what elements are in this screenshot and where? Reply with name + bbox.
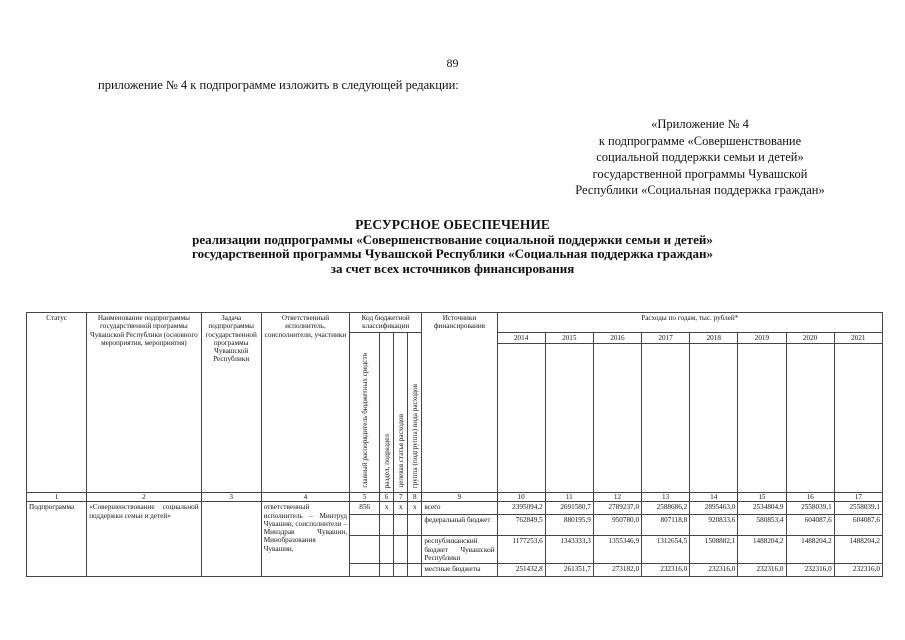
header-code-target bbox=[394, 333, 408, 493]
heading-line: государственной программы Чувашской Республики «Социальная поддержка граждан» bbox=[192, 246, 713, 261]
value-cell: 1177253,6 bbox=[497, 536, 545, 564]
code-cell bbox=[350, 536, 380, 564]
header-year: 2020 bbox=[786, 333, 834, 344]
value-cell: 1488204,2 bbox=[786, 536, 834, 564]
year-spacer bbox=[497, 344, 545, 493]
col-number: 5 bbox=[350, 493, 380, 502]
code-cell bbox=[408, 536, 422, 564]
value-cell: 880195,9 bbox=[545, 515, 593, 536]
col-number: 9 bbox=[422, 493, 497, 502]
col-number: 6 bbox=[380, 493, 394, 502]
value-cell: 273182,0 bbox=[593, 564, 641, 577]
year-spacer bbox=[738, 344, 786, 493]
code-cell bbox=[394, 515, 408, 536]
col-number: 8 bbox=[408, 493, 422, 502]
header-code-grbs-text: главный распорядитель бюджетных средств bbox=[360, 353, 369, 488]
col-number: 14 bbox=[690, 493, 738, 502]
value-cell: 950780,0 bbox=[593, 515, 641, 536]
annex-line: «Приложение № 4 bbox=[651, 117, 749, 131]
col-number: 7 bbox=[394, 493, 408, 502]
value-cell: 2895463,0 bbox=[690, 502, 738, 515]
code-cell bbox=[394, 564, 408, 577]
document-heading bbox=[0, 218, 905, 276]
value-cell: 232316,0 bbox=[834, 564, 882, 577]
row-status: Подпрограмма bbox=[27, 502, 87, 577]
value-cell: 1488204,2 bbox=[834, 536, 882, 564]
source-name: местные бюджеты bbox=[422, 564, 497, 577]
value-cell: 232316,0 bbox=[786, 564, 834, 577]
source-name: всего bbox=[422, 502, 497, 515]
value-cell: 2691580,7 bbox=[545, 502, 593, 515]
resource-table bbox=[26, 312, 883, 577]
year-spacer bbox=[642, 344, 690, 493]
code-cell bbox=[380, 536, 394, 564]
value-cell: 1508882,1 bbox=[690, 536, 738, 564]
row-group: x bbox=[408, 502, 422, 515]
header-year: 2019 bbox=[738, 333, 786, 344]
source-name: федеральный бюджет bbox=[422, 515, 497, 536]
code-cell bbox=[408, 515, 422, 536]
header-task: Задача подпрограммы государственной программы Чувашской Республики bbox=[201, 313, 261, 493]
header-year: 2014 bbox=[497, 333, 545, 344]
year-spacer bbox=[786, 344, 834, 493]
code-cell bbox=[350, 564, 380, 577]
heading-title: РЕСУРСНОЕ ОБЕСПЕЧЕНИЕ bbox=[355, 217, 550, 232]
heading-line: реализации подпрограммы «Совершенствование социальной поддержки семьи и детей» bbox=[192, 231, 713, 247]
value-cell: 580853,4 bbox=[738, 515, 786, 536]
source-name: республиканский бюджет Чувашской Республики bbox=[422, 536, 497, 564]
header-expenses: Расходы по годам, тыс. рублей* bbox=[497, 313, 882, 333]
value-cell: 232316,0 bbox=[738, 564, 786, 577]
annex-line: Республики «Социальная поддержка граждан» bbox=[575, 183, 825, 197]
row-executor: ответственный исполнитель – Минтруд Чувашии, соисполнители – Минздрав Чувашии, Минобразования Чувашии, bbox=[261, 502, 349, 577]
value-cell: 261351,7 bbox=[545, 564, 593, 577]
value-cell: 2395094,2 bbox=[497, 502, 545, 515]
year-spacer bbox=[545, 344, 593, 493]
value-cell: 1312654,5 bbox=[642, 536, 690, 564]
intro-text: приложение № 4 к подпрограмме изложить в следующей редакции: bbox=[98, 78, 459, 92]
code-cell bbox=[394, 536, 408, 564]
col-number: 1 bbox=[27, 493, 87, 502]
annex-line: к подпрограмме «Совершенствование bbox=[598, 133, 802, 148]
header-name: Наименование подпрограммы государственной программы Чувашской Республики (основного мероприятия, мероприятия) bbox=[87, 313, 201, 493]
header-code-group-text: группа (подгруппа) вида расходов bbox=[410, 383, 419, 488]
year-spacer bbox=[593, 344, 641, 493]
value-cell: 2789237,0 bbox=[593, 502, 641, 515]
header-year: 2018 bbox=[690, 333, 738, 344]
code-cell bbox=[408, 564, 422, 577]
header-status: Статус bbox=[27, 313, 87, 493]
value-cell: 1355346,9 bbox=[593, 536, 641, 564]
col-number: 11 bbox=[545, 493, 593, 502]
row-section: x bbox=[380, 502, 394, 515]
code-cell bbox=[380, 515, 394, 536]
page-number: 89 bbox=[446, 56, 459, 70]
value-cell: 2588686,2 bbox=[642, 502, 690, 515]
value-cell: 1488204,2 bbox=[738, 536, 786, 564]
row-task bbox=[201, 502, 261, 577]
header-year: 2017 bbox=[642, 333, 690, 344]
col-number: 13 bbox=[642, 493, 690, 502]
header-year: 2015 bbox=[545, 333, 593, 344]
header-code-group bbox=[408, 333, 422, 493]
header-year: 2016 bbox=[593, 333, 641, 344]
header-code-section bbox=[380, 333, 394, 493]
col-number: 4 bbox=[261, 493, 349, 502]
annex-line: государственной программы Чувашской bbox=[592, 166, 808, 181]
value-cell: 251432,8 bbox=[497, 564, 545, 577]
row-grbs: 856 bbox=[350, 502, 380, 515]
annex-caption bbox=[540, 116, 860, 199]
col-number: 16 bbox=[786, 493, 834, 502]
value-cell: 920833,6 bbox=[690, 515, 738, 536]
heading-line: за счет всех источников финансирования bbox=[330, 260, 575, 276]
value-cell: 2558039,1 bbox=[786, 502, 834, 515]
code-cell bbox=[350, 515, 380, 536]
header-code-section-text: раздел, подраздел bbox=[382, 433, 391, 488]
annex-line: социальной поддержки семьи и детей» bbox=[596, 150, 804, 164]
col-number: 17 bbox=[834, 493, 882, 502]
value-cell: 1343333,3 bbox=[545, 536, 593, 564]
col-number: 2 bbox=[87, 493, 201, 502]
col-number: 3 bbox=[201, 493, 261, 502]
year-spacer bbox=[834, 344, 882, 493]
value-cell: 807118,8 bbox=[642, 515, 690, 536]
col-number: 10 bbox=[497, 493, 545, 502]
row-name: «Совершенствование социальной поддержки семьи и детей» bbox=[87, 502, 201, 577]
value-cell: 232316,0 bbox=[690, 564, 738, 577]
value-cell: 232316,0 bbox=[642, 564, 690, 577]
code-cell bbox=[380, 564, 394, 577]
value-cell: 604087,6 bbox=[834, 515, 882, 536]
header-sources: Источники финансирования bbox=[422, 313, 497, 493]
value-cell: 2558039,1 bbox=[834, 502, 882, 515]
row-target: x bbox=[394, 502, 408, 515]
value-cell: 2534804,9 bbox=[738, 502, 786, 515]
value-cell: 604087,6 bbox=[786, 515, 834, 536]
year-spacer bbox=[690, 344, 738, 493]
header-year: 2021 bbox=[834, 333, 882, 344]
col-number: 12 bbox=[593, 493, 641, 502]
header-budget-code: Код бюджетной классификации bbox=[350, 313, 422, 333]
col-number: 15 bbox=[738, 493, 786, 502]
value-cell: 762849,5 bbox=[497, 515, 545, 536]
header-code-target-text: целевая статья расходов bbox=[396, 414, 405, 488]
header-executor: Ответственный исполнитель, соисполнители, участники bbox=[261, 313, 349, 493]
header-code-grbs bbox=[350, 333, 380, 493]
